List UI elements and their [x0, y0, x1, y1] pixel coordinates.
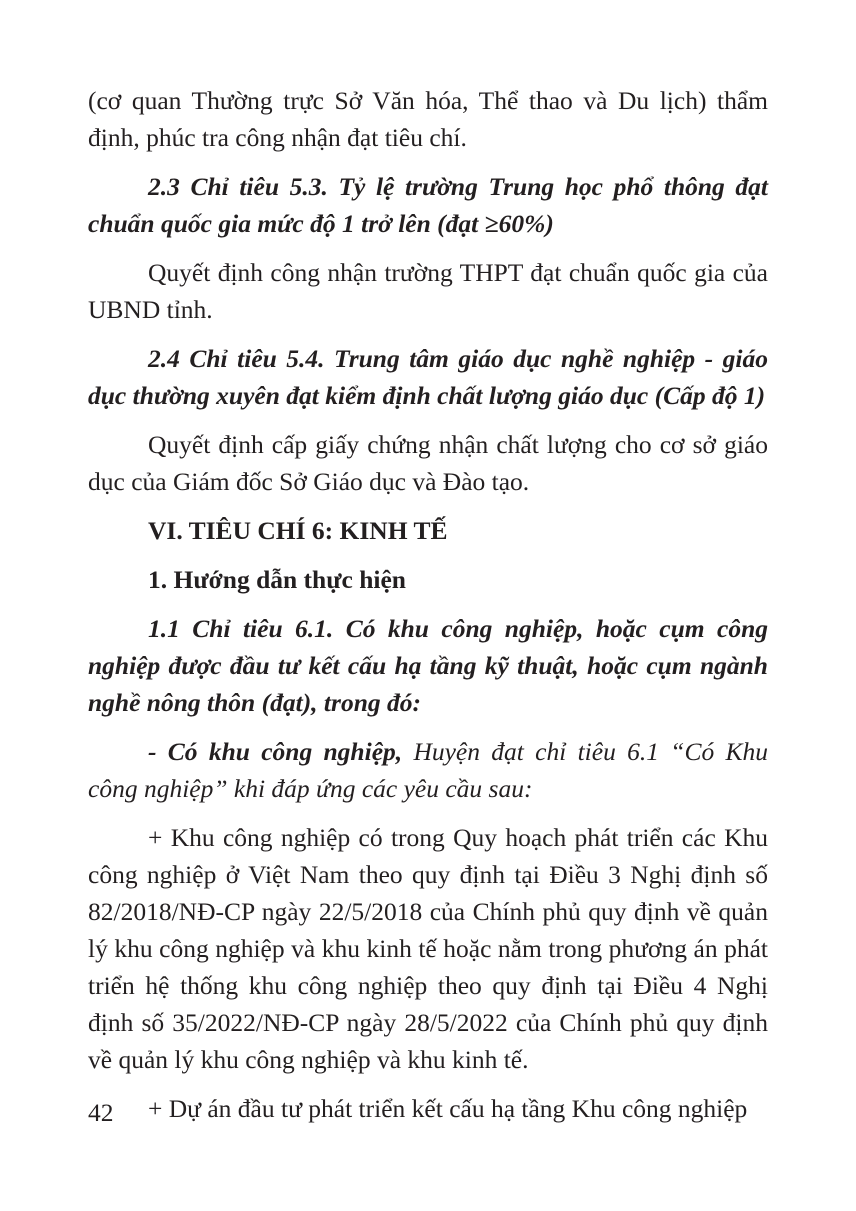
heading-indicator-5-4: 2.4 Chỉ tiêu 5.4. Trung tâm giáo dục nghề nghiệp - giáo dục thường xuyên đạt kiểm định chất lượng giáo dục (Cấp độ 1): [88, 344, 768, 410]
paragraph-indicator-5-4: Quyết định cấp giấy chứng nhận chất lượng cho cơ sở giáo dục của Giám đốc Sở Giáo dục và Đào tạo.: [88, 430, 768, 496]
industrial-zone-lead: - Có khu công nghiệp,: [148, 737, 403, 766]
paragraph-industrial-zone: [88, 733, 768, 807]
heading-indicator-6-1: 1.1 Chỉ tiêu 6.1. Có khu công nghiệp, hoặc cụm công nghiệp được đầu tư kết cấu hạ tầng kỹ thuật, hoặc cụm ngành nghề nông thôn (đạt), trong đó:: [88, 614, 768, 717]
document-page: [88, 82, 768, 1139]
heading-indicator-5-3: 2.3 Chỉ tiêu 5.3. Tỷ lệ trường Trung học phổ thông đạt chuẩn quốc gia mức độ 1 trở lên (đạt ≥60%): [88, 172, 768, 238]
section-heading-criterion-6: VI. TIÊU CHÍ 6: KINH TẾ: [148, 516, 448, 545]
paragraph-planning-requirement: + Khu công nghiệp có trong Quy hoạch phát triển các Khu công nghiệp ở Việt Nam theo quy định tại Điều 3 Nghị định số 82/2018/NĐ-CP ngày 22/5/2018 của Chính phủ quy định về quản lý khu công nghiệp và khu kinh tế hoặc nằm trong phương án phát triển hệ thống khu công nghiệp theo quy định tại Điều 4 Nghị định số 35/2022/NĐ-CP ngày 28/5/2022 của Chính phủ quy định về quản lý khu công nghiệp và khu kinh tế.: [88, 823, 768, 1074]
subsection-heading-guidance: 1. Hướng dẫn thực hiện: [148, 565, 406, 594]
paragraph-indicator-5-3: Quyết định công nhận trường THPT đạt chuẩn quốc gia của UBND tỉnh.: [88, 258, 768, 324]
industrial-zone-rest: Huyện đạt chỉ tiêu 6.1 “Có Khu công nghiệp” khi đáp ứng các yêu cầu sau:: [88, 737, 768, 803]
page-number: 42: [88, 1098, 114, 1127]
paragraph-1: (cơ quan Thường trực Sở Văn hóa, Thể thao và Du lịch) thẩm định, phúc tra công nhận đạt tiêu chí.: [88, 86, 768, 152]
paragraph-investment-project: + Dự án đầu tư phát triển kết cấu hạ tầng Khu công nghiệp: [148, 1094, 748, 1123]
